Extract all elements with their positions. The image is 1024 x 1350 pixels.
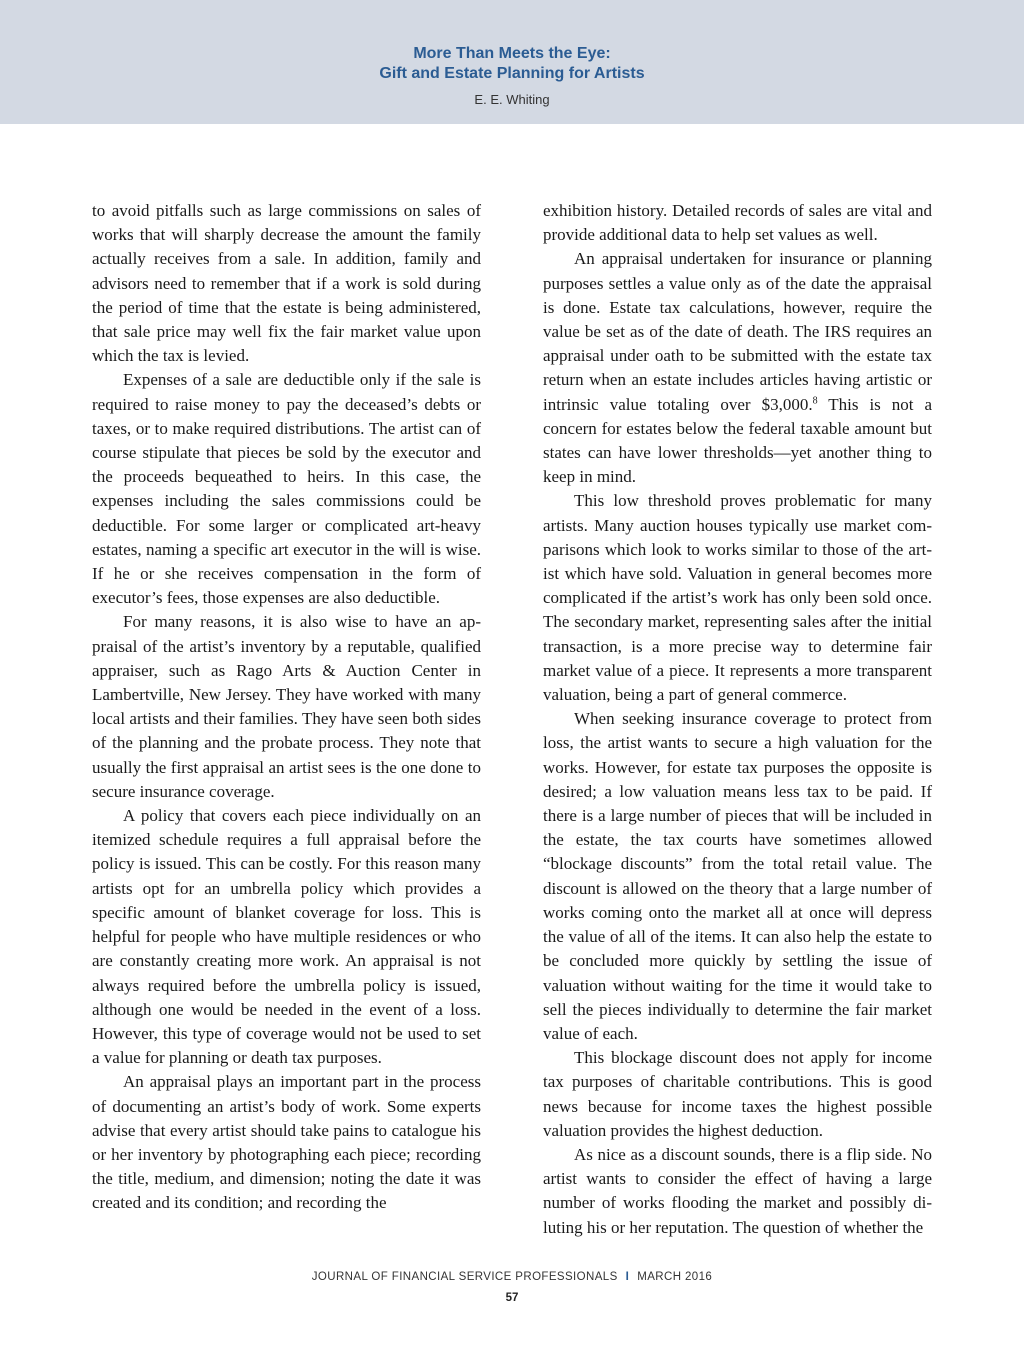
paragraph-text: An appraisal undertaken for insurance or planning purposes settles a value only as of the date the appraisal is done. Estate tax calculations, however, require the value be set as of the date of death. The IRS requires an appraisal under oath to be submitted with the estate tax return when an estate includes articles having artistic or intrinsic value totaling over $3,000.	[543, 249, 932, 414]
paragraph: As nice as a discount sounds, there is a flip side. No artist wants to consider the effect of having a large number of works flooding the market and possibly diluting his or her reputation. The question of whether the	[543, 1144, 932, 1237]
paragraph: An appraisal plays an important part in the process of documenting an artist’s body of work. Some experts advise that every artist should take pains to catalogue his or her inventory by photographing each piece; recording the title, medium, and dimension; noting the date it was created and its condition; and recording the	[92, 1072, 481, 1213]
paragraph: This blockage discount does not apply for income tax purposes of charitable contributions. This is good news because for income taxes the highest possible valuation provides the highest deduction.	[543, 1048, 932, 1140]
right-column	[543, 199, 932, 1240]
footnote-reference[interactable]: 8	[812, 394, 818, 406]
paragraph: Expenses of a sale are deductible only if the sale is required to raise money to pay the deceased’s debts or taxes, or to make required distributions. The artist can of course stipulate that pieces be sold by the executor and the proceeds bequeathed to heirs. In this case, the expenses including the sales commissions could be deductible. For some larger or complicated art-heavy estates, naming a specific art executor in the will is wise. If he or she receives compensation in the form of executor’s fees, those expenses are also deductible.	[92, 370, 481, 608]
article-title	[0, 44, 1024, 84]
paragraph-text: This is not a concern for estates below the federal taxable amount but states can have lower thresholds—yet another thing to keep in mind.	[543, 394, 932, 487]
footer-separator: I	[625, 1271, 630, 1283]
paragraph: For many reasons, it is also wise to have an appraisal of the artist’s inventory by a reputable, qualified appraiser, such as Rago Arts & Auction Center in Lambertville, New Jersey. They have worked with many local artists and their families. They have seen both sides of the planning and the probate process. They note that usually the first appraisal an artist sees is the one done to secure insurance coverage.	[92, 612, 481, 801]
issue-date: MARCH 2016	[637, 1271, 713, 1283]
paragraph: exhibition history. Detailed records of sales are vital and provide additional data to help set values as well.	[543, 201, 932, 245]
article-author: E. E. Whiting	[474, 92, 550, 107]
running-footer	[0, 1271, 1024, 1283]
paragraph: A policy that covers each piece individually on an itemized schedule requires a full appraisal before the policy is issued. This can be costly. For this reason many artists opt for an umbrella policy which provides a specific amount of blanket coverage for loss. This is helpful for people who have multiple residences or who are constantly creating more work. An appraisal is not always required before the umbrella policy is issued, although one would be needed in the event of a loss. However, this type of coverage would not be used to set a value for planning or death tax purposes.	[92, 806, 481, 1068]
paragraph: This low threshold proves problematic for many artists. Many auction houses typically use market comparisons which look to works similar to those of the artist which have sold. Valuation in general becomes more complicated if the artist’s work has only been sold once. The secondary market, representing sales after the initial transaction, is a more precise way to determine fair market value of a piece. It represents a more transparent valuation, being a part of general commerce.	[543, 491, 932, 705]
journal-name: JOURNAL OF FINANCIAL SERVICE PROFESSIONALS	[311, 1271, 618, 1283]
running-header	[0, 0, 1024, 124]
paragraph	[543, 247, 932, 489]
left-column	[92, 199, 481, 1216]
paragraph: When seeking insurance coverage to protect from loss, the artist wants to secure a high valuation for the works. However, for estate tax purposes the opposite is desired; a low valuation means less tax to be paid. If there is a large number of pieces that will be included in the estate, the tax courts have sometimes allowed “blockage discounts” from the total retail value. The discount is allowed on the theory that a large number of works coming onto the market all at once will depress the value of all of the items. It can also help the estate to be concluded more quickly by settling the issue of valuation without waiting for the time it would take to sell the pieces individually to determine the fair market value of each.	[543, 709, 932, 1043]
paragraph: to avoid pitfalls such as large commissions on sales of works that will sharply decrease the amount the family actually receives from a sale. In addition, family and advisors need to remember that if a work is sold during the period of time that the estate is being administered, that sale price may well fix the fair market value upon which the tax is levied.	[92, 201, 481, 366]
page-number: 57	[505, 1292, 519, 1304]
article-title-line-1: More Than Meets the Eye:	[413, 45, 611, 62]
article-title-line-2: Gift and Estate Planning for Artists	[379, 65, 645, 82]
